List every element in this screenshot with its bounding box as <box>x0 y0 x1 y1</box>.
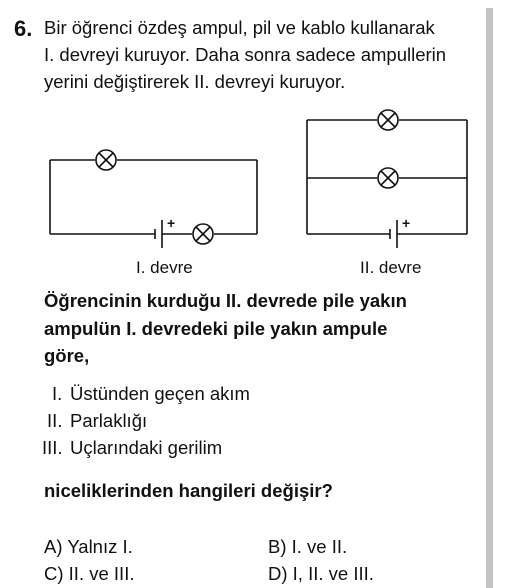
choice-a-text: Yalnız I. <box>67 536 133 557</box>
choice-d-text: I, II. ve III. <box>292 563 374 584</box>
choice-d-letter: D) <box>268 563 288 584</box>
prompt-line-2: ampulün I. devredeki pile yakın ampule <box>44 318 388 339</box>
choice-d[interactable] <box>268 563 374 585</box>
choice-c-text: II. ve III. <box>68 563 135 584</box>
choice-a-letter: A) <box>44 536 63 557</box>
battery-1-symbol <box>155 220 162 248</box>
statement-text-2: Parlaklığı <box>70 410 148 431</box>
figure-2-caption: II. devre <box>360 258 422 277</box>
lamp-2-middle-icon <box>378 168 398 188</box>
choice-b-letter: B) <box>268 536 287 557</box>
lamp-1-top-icon <box>96 150 116 170</box>
statement-roman-3: III. <box>42 437 63 458</box>
statement-roman-1: I. <box>52 383 63 404</box>
battery-1-plus-sign: + <box>167 215 176 231</box>
question-closing: niceliklerinden hangileri değişir? <box>44 480 333 501</box>
question-stem-line-3: yerini değiştirerek II. devreyi kuruyor. <box>44 71 346 92</box>
choice-b[interactable] <box>268 536 347 558</box>
lamp-1-bottom-icon <box>193 224 213 244</box>
statement-roman-2: II. <box>47 410 63 431</box>
lamp-2-top-icon <box>378 110 398 130</box>
question-stem-line-2: I. devreyi kuruyor. Daha sonra sadece ampullerin <box>44 44 447 65</box>
statement-text-3: Uçlarındaki gerilim <box>70 437 223 458</box>
circuit-1 <box>50 150 257 248</box>
prompt-line-3: göre, <box>44 345 90 366</box>
question-stem-line-1: Bir öğrenci özdeş ampul, pil ve kablo kullanarak <box>44 17 435 38</box>
question-number: 6. <box>14 16 33 41</box>
figure-1-caption: I. devre <box>136 258 193 277</box>
prompt-line-1: Öğrencinin kurduğu II. devrede pile yakın <box>44 290 407 311</box>
statement-text-1: Üstünden geçen akım <box>70 383 250 404</box>
choice-a[interactable] <box>44 536 133 558</box>
choice-b-text: I. ve II. <box>291 536 348 557</box>
choice-c-letter: C) <box>44 563 64 584</box>
battery-2-symbol <box>390 220 397 248</box>
battery-2-plus-sign: + <box>402 215 411 231</box>
circuit-2 <box>307 110 467 248</box>
choice-c[interactable] <box>44 563 134 585</box>
